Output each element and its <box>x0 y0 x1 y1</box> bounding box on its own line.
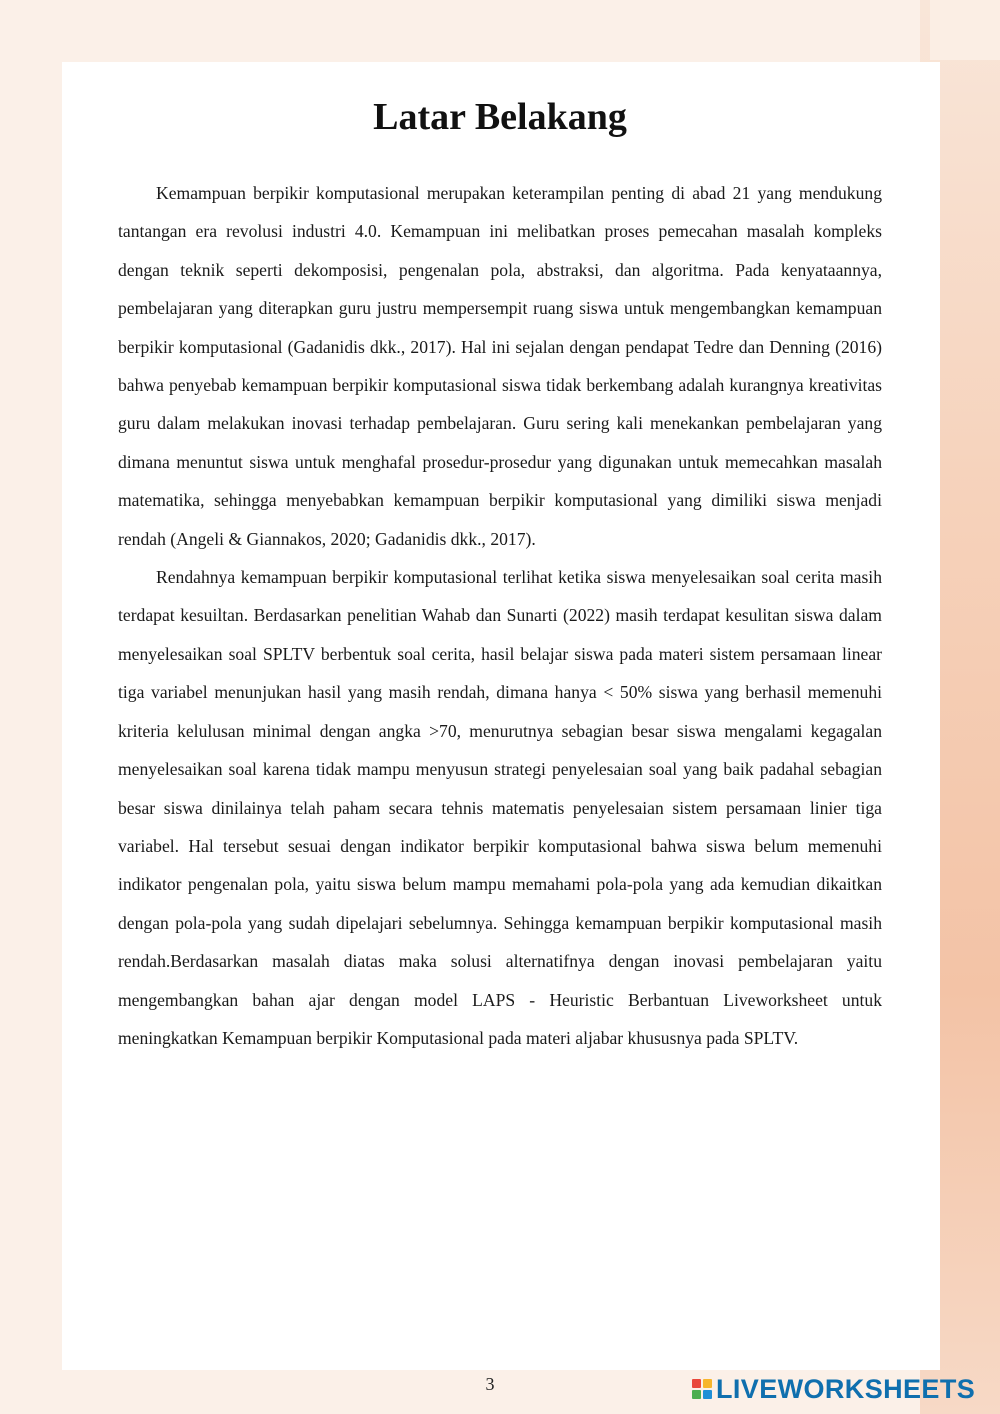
logo-square-yellow <box>703 1379 712 1388</box>
page-title: Latar Belakang <box>373 96 627 138</box>
logo-square-red <box>692 1379 701 1388</box>
paragraph-1: Kemampuan berpikir komputasional merupakan keterampilan penting di abad 21 yang mendukung tantangan era revolusi industri 4.0. Kemampuan ini melibatkan proses pemecahan masalah kompleks dengan teknik seperti dekomposisi, pengenalan pola, abstraksi, dan algoritma. Pada kenyataannya, pembelajaran yang diterapkan guru justru mempersempit ruang siswa untuk mengembangkan kemampuan berpikir komputasional (Gadanidis dkk., 2017). Hal ini sejalan dengan pendapat Tedre dan Denning (2016) bahwa penyebab kemampuan berpikir komputasional siswa tidak berkembang adalah kurangnya kreativitas guru dalam melakukan inovasi terhadap pembelajaran. Guru sering kali menekankan pembelajaran yang dimana menuntut siswa untuk menghafal prosedur-prosedur yang digunakan untuk memecahkan masalah matematika, sehingga menyebabkan kemampuan berpikir komputasional yang dimiliki siswa menjadi rendah (Angeli & Giannakos, 2020; Gadanidis dkk., 2017). <box>118 183 882 549</box>
paragraph-2: Rendahnya kemampuan berpikir komputasional terlihat ketika siswa menyelesaikan soal cerita masih terdapat kesuiltan. Berdasarkan penelitian Wahab dan Sunarti (2022) masih terdapat kesulitan siswa dalam menyelesaikan soal SPLTV berbentuk soal cerita, hasil belajar siswa pada materi sistem persamaan linear tiga variabel menunjukan hasil yang masih rendah, dimana hanya < 50% siswa yang berhasil memenuhi kriteria kelulusan minimal dengan angka >70, menurutnya sebagian besar siswa mengalami kegagalan menyelesaikan soal karena tidak mampu menyusun strategi penyelesaian soal yang baik padahal sebagian besar siswa dinilainya telah paham secara tehnis matematis penyelesaian sistem persamaan linier tiga variabel. Hal tersebut sesuai dengan indikator berpikir komputasional bahwa siswa belum memenuhi indikator pengenalan pola, yaitu siswa belum mampu memahami pola-pola yang ada kemudian dikaitkan dengan pola-pola yang sudah dipelajari sebelumnya. Sehingga kemampuan berpikir komputasional masih rendah.Berdasarkan masalah diatas maka solusi alternatifnya dengan inovasi pembelajaran yaitu mengembangkan bahan ajar dengan model LAPS - Heuristic Berbantuan Liveworksheet untuk meningkatkan Kemampuan berpikir Komputasional pada materi aljabar khususnya pada SPLTV. <box>118 567 882 1048</box>
body-text <box>118 174 882 1057</box>
logo-square-blue <box>703 1390 712 1399</box>
watermark-text: LIVEWORKSHEETS <box>716 1374 976 1404</box>
logo-square-green <box>692 1390 701 1399</box>
page-number: 3 <box>485 1374 495 1394</box>
liveworksheets-watermark <box>692 1374 975 1404</box>
background-wash-top <box>930 0 1000 60</box>
liveworksheets-logo-icon <box>692 1379 712 1399</box>
